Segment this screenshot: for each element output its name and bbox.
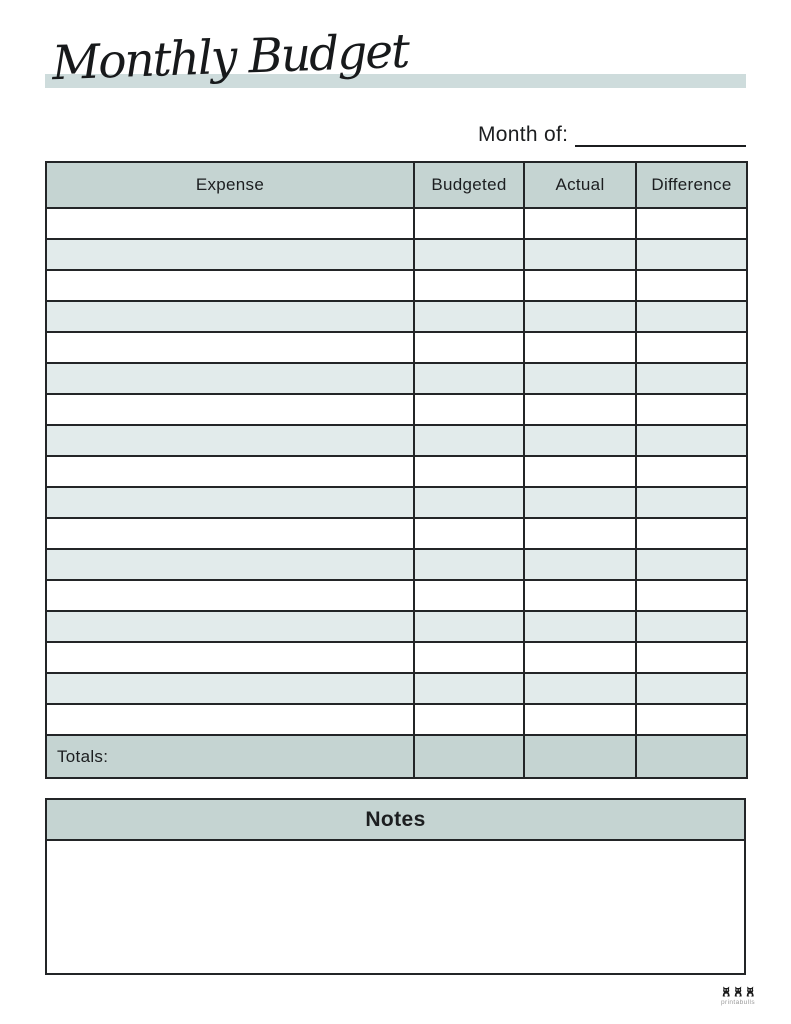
difference-cell[interactable]: [636, 394, 747, 425]
budgeted-cell[interactable]: [414, 301, 524, 332]
table-row: [46, 394, 747, 425]
actual-cell[interactable]: [524, 518, 636, 549]
difference-cell[interactable]: [636, 487, 747, 518]
actual-cell[interactable]: [524, 642, 636, 673]
expense-cell[interactable]: [46, 580, 414, 611]
expense-cell[interactable]: [46, 456, 414, 487]
notes-section: [45, 798, 746, 975]
table-row: [46, 673, 747, 704]
expense-cell[interactable]: [46, 642, 414, 673]
difference-cell[interactable]: [636, 332, 747, 363]
difference-cell[interactable]: [636, 549, 747, 580]
actual-cell[interactable]: [524, 487, 636, 518]
difference-cell[interactable]: [636, 425, 747, 456]
difference-cell[interactable]: [636, 456, 747, 487]
actual-cell[interactable]: [524, 363, 636, 394]
actual-cell[interactable]: [524, 239, 636, 270]
expense-cell[interactable]: [46, 611, 414, 642]
column-header-expense: Expense: [46, 162, 414, 208]
budget-table-footer: [46, 735, 747, 778]
totals-difference-cell[interactable]: [636, 735, 747, 778]
actual-cell[interactable]: [524, 394, 636, 425]
actual-cell[interactable]: [524, 301, 636, 332]
actual-cell[interactable]: [524, 456, 636, 487]
budgeted-cell[interactable]: [414, 239, 524, 270]
notes-input-area[interactable]: [47, 841, 744, 971]
expense-cell[interactable]: [46, 425, 414, 456]
budgeted-cell[interactable]: [414, 518, 524, 549]
budgeted-cell[interactable]: [414, 642, 524, 673]
budgeted-cell[interactable]: [414, 363, 524, 394]
totals-actual-cell[interactable]: [524, 735, 636, 778]
actual-cell[interactable]: [524, 332, 636, 363]
expense-cell[interactable]: [46, 332, 414, 363]
difference-cell[interactable]: [636, 363, 747, 394]
difference-cell[interactable]: [636, 239, 747, 270]
column-header-difference: Difference: [636, 162, 747, 208]
budgeted-cell[interactable]: [414, 549, 524, 580]
budgeted-cell[interactable]: [414, 673, 524, 704]
budgeted-cell[interactable]: [414, 394, 524, 425]
budgeted-cell[interactable]: [414, 580, 524, 611]
table-row: [46, 332, 747, 363]
budgeted-cell[interactable]: [414, 208, 524, 239]
budget-table: [45, 161, 748, 779]
budgeted-cell[interactable]: [414, 270, 524, 301]
notes-title: Notes: [47, 800, 744, 841]
expense-cell[interactable]: [46, 487, 414, 518]
budgeted-cell[interactable]: [414, 456, 524, 487]
difference-cell[interactable]: [636, 642, 747, 673]
budget-table-body: [46, 208, 747, 735]
expense-cell[interactable]: [46, 301, 414, 332]
table-row: [46, 270, 747, 301]
actual-cell[interactable]: [524, 704, 636, 735]
header-row: [46, 162, 747, 208]
expense-cell[interactable]: [46, 270, 414, 301]
difference-cell[interactable]: [636, 208, 747, 239]
difference-cell[interactable]: [636, 518, 747, 549]
bulldogs-icon: [721, 985, 755, 999]
expense-cell[interactable]: [46, 673, 414, 704]
totals-budgeted-cell[interactable]: [414, 735, 524, 778]
table-row: [46, 642, 747, 673]
table-row: [46, 239, 747, 270]
column-header-actual: Actual: [524, 162, 636, 208]
brand-name: printabulls: [720, 999, 756, 1006]
table-row: [46, 704, 747, 735]
table-row: [46, 580, 747, 611]
table-row: [46, 363, 747, 394]
difference-cell[interactable]: [636, 580, 747, 611]
budgeted-cell[interactable]: [414, 487, 524, 518]
actual-cell[interactable]: [524, 549, 636, 580]
budgeted-cell[interactable]: [414, 611, 524, 642]
page-title: Monthly Budget: [51, 23, 409, 92]
difference-cell[interactable]: [636, 301, 747, 332]
budgeted-cell[interactable]: [414, 704, 524, 735]
budget-table-header: [46, 162, 747, 208]
table-row: [46, 611, 747, 642]
table-row: [46, 456, 747, 487]
expense-cell[interactable]: [46, 239, 414, 270]
totals-label: Totals:: [46, 735, 414, 778]
printabulls-logo: [712, 985, 764, 1006]
column-header-budgeted: Budgeted: [414, 162, 524, 208]
table-row: [46, 487, 747, 518]
expense-cell[interactable]: [46, 394, 414, 425]
expense-cell[interactable]: [46, 518, 414, 549]
actual-cell[interactable]: [524, 580, 636, 611]
table-row: [46, 301, 747, 332]
budgeted-cell[interactable]: [414, 425, 524, 456]
actual-cell[interactable]: [524, 611, 636, 642]
expense-cell[interactable]: [46, 363, 414, 394]
table-row: [46, 425, 747, 456]
month-of-label: Month of:: [478, 123, 569, 146]
difference-cell[interactable]: [636, 270, 747, 301]
difference-cell[interactable]: [636, 611, 747, 642]
expense-cell[interactable]: [46, 208, 414, 239]
actual-cell[interactable]: [524, 208, 636, 239]
budgeted-cell[interactable]: [414, 332, 524, 363]
table-row: [46, 518, 747, 549]
month-of-input[interactable]: [575, 125, 746, 147]
expense-cell[interactable]: [46, 704, 414, 735]
table-row: [46, 549, 747, 580]
actual-cell[interactable]: [524, 425, 636, 456]
expense-cell[interactable]: [46, 549, 414, 580]
difference-cell[interactable]: [636, 704, 747, 735]
month-of-row: [478, 121, 746, 147]
table-row: [46, 208, 747, 239]
totals-row: [46, 735, 747, 778]
actual-cell[interactable]: [524, 673, 636, 704]
actual-cell[interactable]: [524, 270, 636, 301]
difference-cell[interactable]: [636, 673, 747, 704]
